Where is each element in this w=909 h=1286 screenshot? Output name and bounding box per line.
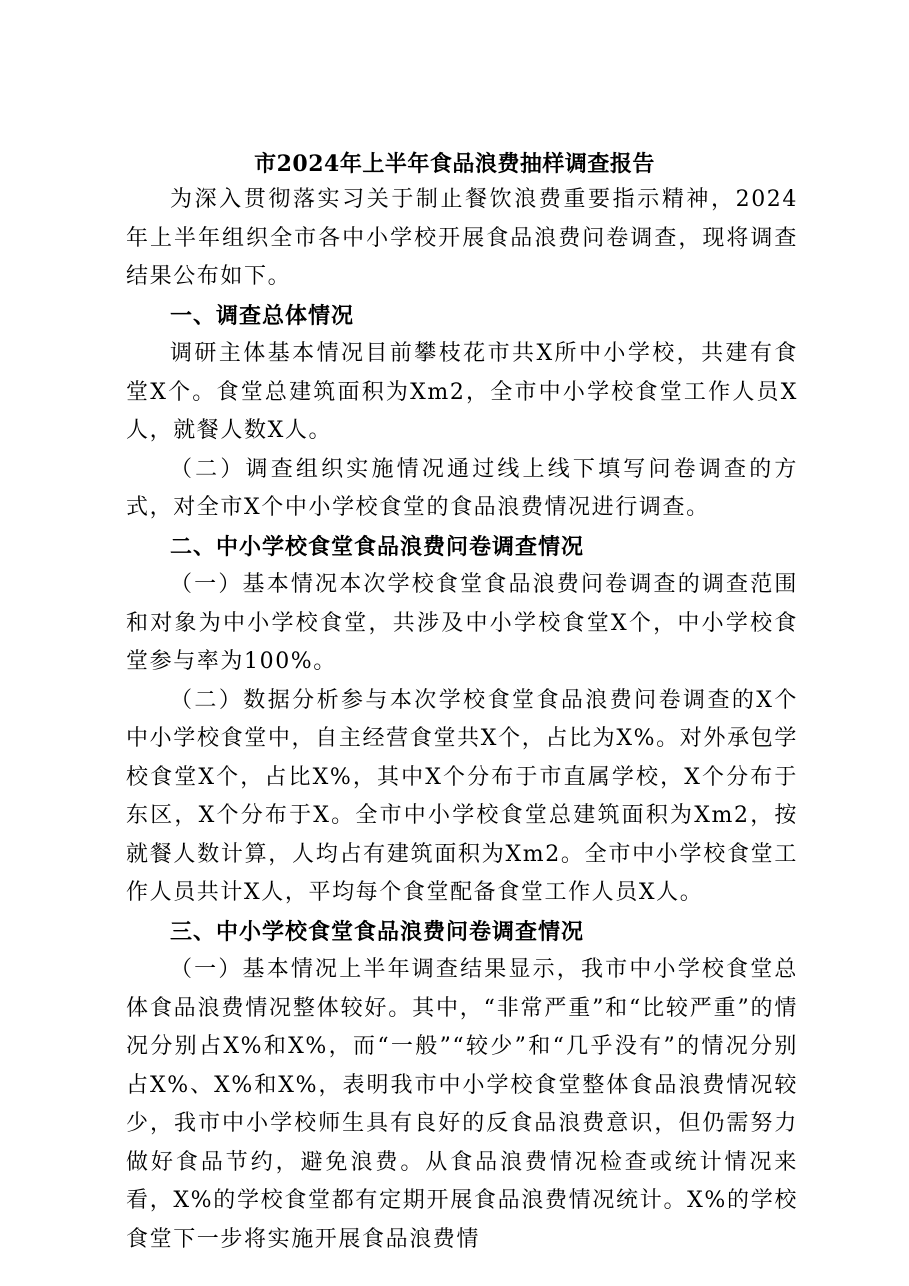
paragraph-survey-scope: （一）基本情况本次学校食堂食品浪费问卷调查的调查范围和对象为中小学校食堂，共涉及中小学校食堂X个，中小学校食堂参与率为100%。 [126,572,798,674]
paragraph-basic-situation: 调研主体基本情况目前攀枝花市共X所中小学校，共建有食堂X个。食堂总建筑面积为Xm2，全市中小学校食堂工作人员X人，就餐人数X人。 [126,341,798,443]
document-body [126,181,798,1259]
section-heading-1: 一、调查总体情况 [170,302,355,329]
intro-paragraph: 为深入贯彻落实习关于制止餐饮浪费重要指示精神，2024年上半年组织全市各中小学校开展食品浪费问卷调查，现将调查结果公布如下。 [126,187,798,289]
paragraph-survey-organization: （二）调查组织实施情况通过线上线下填写问卷调查的方式，对全市X个中小学校食堂的食品浪费情况进行调查。 [126,456,798,520]
paragraph-data-analysis: （二）数据分析参与本次学校食堂食品浪费问卷调查的X个中小学校食堂中，自主经营食堂共X个，占比为X%。对外承包学校食堂X个，占比X%，其中X个分布于市直属学校，X个分布于东区，X个分布于X。全市中小学校食堂总建筑面积为Xm2，按就餐人数计算，人均占有建筑面积为Xm2。全市中小学校食堂工作人员共计X人，平均每个食堂配备食堂工作人员X人。 [126,687,798,905]
document-title: 市2024年上半年食品浪费抽样调查报告 [254,151,655,177]
paragraph-survey-results: （一）基本情况上半年调查结果显示，我市中小学校食堂总体食品浪费情况整体较好。其中，“非常严重”和“比较严重”的情况分别占X%和X%，而“一般”“较少”和“几乎没有”的情况分别占X%、X%和X%，表明我市中小学校食堂整体食品浪费情况较少，我市中小学校师生具有良好的反食品浪费意识，但仍需努力做好食品节约，避免浪费。从食品浪费情况检查或统计情况来看，X%的学校食堂都有定期开展食品浪费情况统计。X%的学校食堂下一步将实施开展食品浪费情 [126,957,798,1252]
section-heading-2: 二、中小学校食堂食品浪费问卷调查情况 [170,533,585,560]
section-heading-3: 三、中小学校食堂食品浪费问卷调查情况 [170,918,585,945]
